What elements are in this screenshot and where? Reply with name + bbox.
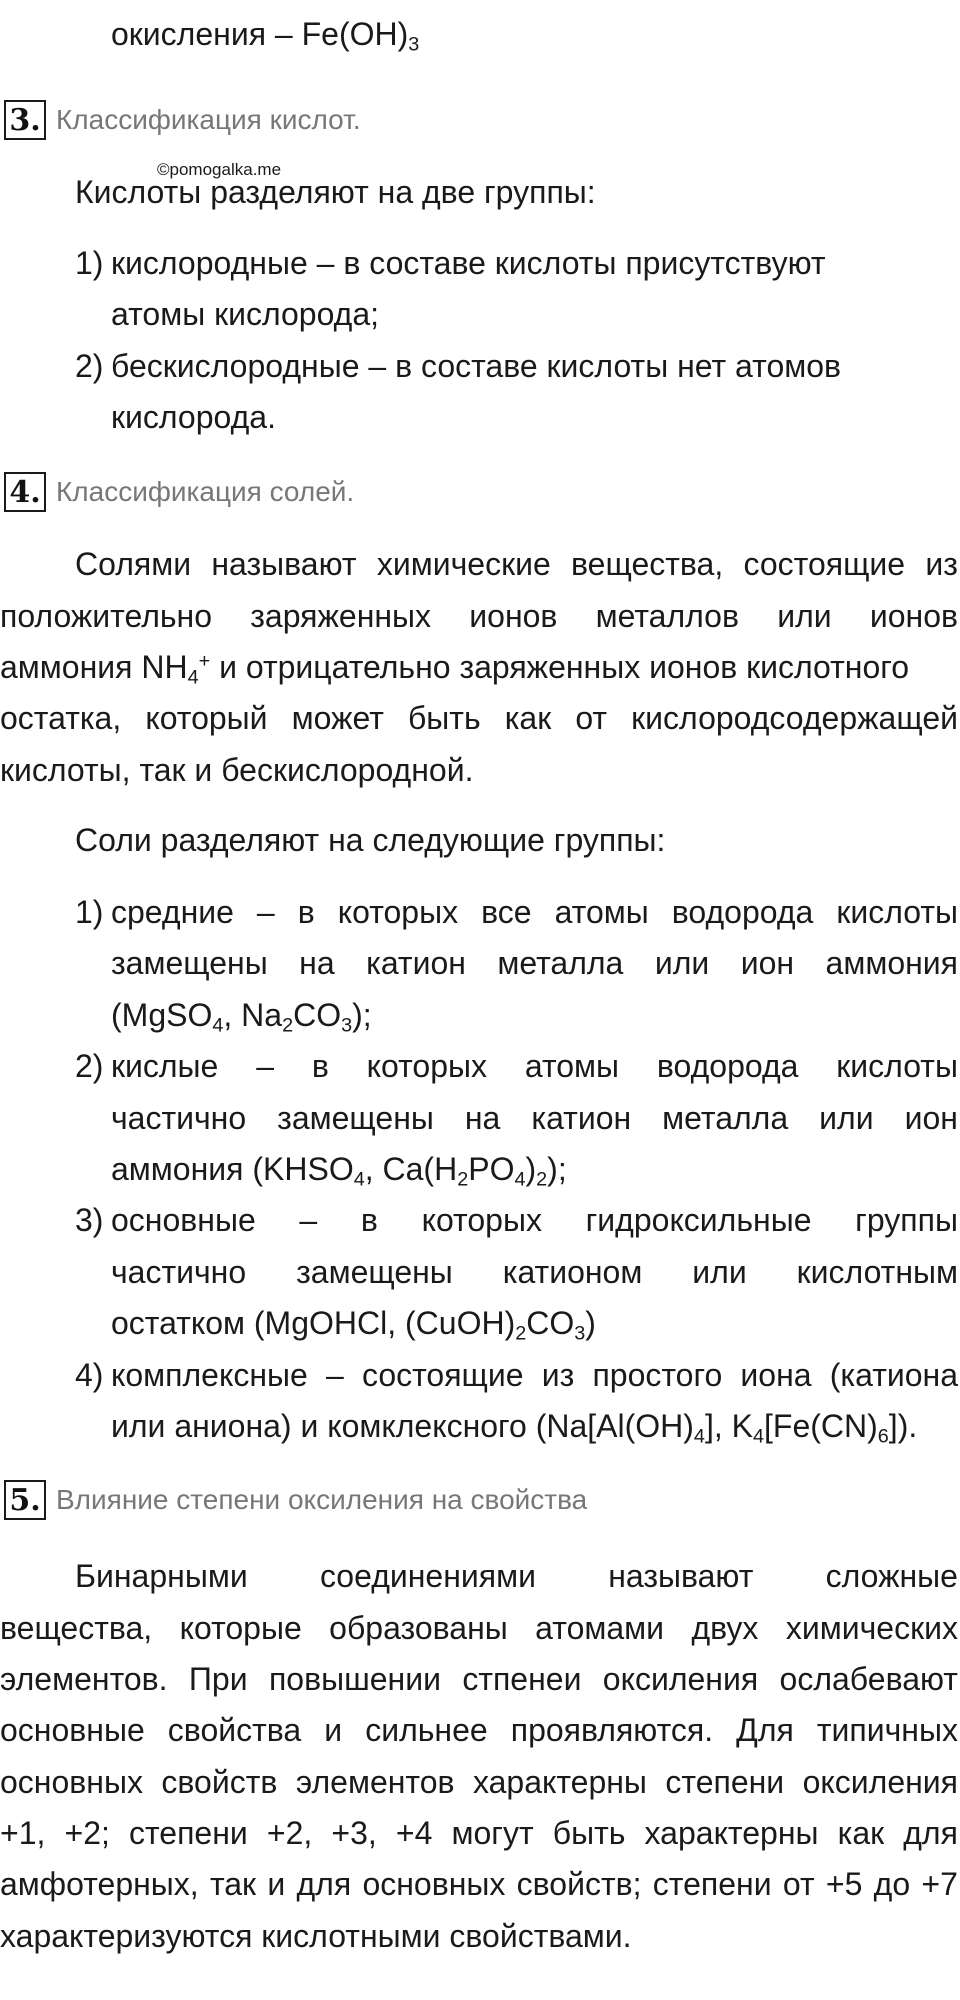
section-3-item-1-number: 1)	[75, 245, 104, 281]
section-5-line-7-word: +5	[825, 1866, 863, 1902]
section-5-line-6-word: +3,	[331, 1815, 377, 1851]
salt-item-1-line-3	[111, 997, 372, 1037]
section-5-line-2-word: атомами	[535, 1610, 665, 1646]
section-5-line-7-word: степени	[652, 1866, 772, 1902]
salt-item-1-line-1-word: водорода	[671, 894, 814, 930]
salt-item-2-line-1-word: которых	[366, 1048, 488, 1084]
salt-item-3-line-2-word: кислотным	[796, 1254, 958, 1290]
formula-text: остатком (MgOHCl, (CuOH)	[111, 1305, 516, 1341]
section-4-para-line-4-word: быть	[407, 700, 481, 736]
section-5-line-2-word: которые	[179, 1610, 302, 1646]
section-4-para-line-3	[0, 649, 910, 689]
section-5-line-3-word: элементов.	[0, 1661, 168, 1697]
section-4-para-line-4-word: кислородсодержащей	[631, 700, 958, 736]
section-5-last-line: характеризуются кислотными свойствами.	[0, 1918, 632, 1954]
formula-text: ], K	[704, 1408, 753, 1444]
salt-item-1-line-2-word: на	[299, 945, 335, 981]
section-5-line-5-word: степени	[665, 1764, 785, 1800]
salt-item-2-line-1-word: –	[256, 1048, 274, 1084]
salt-item-2-line-3	[111, 1151, 567, 1191]
section-4-para-line-4	[0, 702, 958, 734]
section-5-line-7-word: до	[873, 1866, 911, 1902]
formula-subscript: 2	[457, 1168, 469, 1191]
section-5-line-1-word: сложные	[825, 1558, 958, 1594]
salt-item-1-line-2	[111, 947, 958, 979]
salt-item-2-line-2-word: катион	[531, 1100, 632, 1136]
section-4-para-line-1-word: называют	[211, 546, 357, 582]
top-line-text: окисления – Fe(OH)	[111, 16, 409, 52]
section-4-groups-intro: Соли разделяют на следующие группы:	[75, 822, 666, 858]
section-4-para-line-2-word: металлов	[595, 598, 739, 634]
salt-item-1-line-1-word: средние	[111, 894, 234, 930]
section-5-line-6-word: +2,	[266, 1815, 313, 1851]
section-3-item-1-line-1: кислородные – в составе кислоты присутствуют	[111, 245, 826, 281]
section-5-line-4-word: проявляются.	[510, 1712, 714, 1748]
section-5-line-6-word: +1,	[0, 1815, 46, 1851]
salt-item-2-line-2-word: металла	[662, 1100, 789, 1136]
section-5-line-6-word: характерны	[644, 1815, 819, 1851]
section-5-line-1	[75, 1560, 958, 1592]
top-line	[111, 16, 420, 56]
section-5-line-7-word: так	[209, 1866, 257, 1902]
section-4-para-line-2-word: заряженных	[250, 598, 432, 634]
formula-text: , Ca(H	[364, 1151, 458, 1187]
salt-item-4-line-1	[111, 1359, 958, 1391]
salt-item-4-line-1-word: комплексные	[111, 1357, 308, 1393]
salt-item-1-line-1-word: –	[256, 894, 275, 930]
section-5-line-3-word: стпенеи	[462, 1661, 582, 1697]
section-5-line-3-word: оксиления	[602, 1661, 759, 1697]
formula-subscript: 4	[353, 1168, 365, 1191]
formula-subscript: 2	[536, 1168, 548, 1191]
section-5-line-4-word: Для	[736, 1712, 794, 1748]
salt-item-2-line-1-word: в	[311, 1048, 329, 1084]
section-5-heading	[4, 1480, 587, 1520]
section-5-line-6-word: для	[903, 1815, 958, 1851]
section-4-para-line-1-word: состоящие	[743, 546, 906, 582]
section-5-line-7-word: +7	[921, 1866, 958, 1902]
section-5-line-4-word: свойства	[167, 1712, 302, 1748]
section-5-line-7-word: основных	[362, 1866, 506, 1902]
section-4-para-line-1-word: химические	[376, 546, 551, 582]
section-4-para-line-2	[0, 600, 958, 632]
section-4-para-line-1	[75, 548, 958, 580]
salt-item-1-line-2-word: катион	[366, 945, 466, 981]
section-5-line-7-word: свойств;	[516, 1866, 642, 1902]
formula-subscript: 2	[515, 1322, 527, 1345]
section-4-para-line-2-word: положительно	[0, 598, 213, 634]
top-line-sub: 3	[408, 33, 420, 56]
section-3-item-2-line-2: кислорода.	[111, 399, 276, 435]
salt-item-3-line-1-word: группы	[855, 1202, 958, 1238]
salt-item-3-line-2-word: частично	[111, 1254, 247, 1290]
salt-item-1-line-1-word: кислоты	[836, 894, 958, 930]
salt-item-4-line-1-word: простого	[592, 1357, 723, 1393]
section-5-line-5-word: оксиления	[802, 1764, 958, 1800]
salt-item-2-line-1-word: кислые	[111, 1048, 219, 1084]
section-3-intro: Кислоты разделяют на две группы:	[75, 174, 596, 210]
section-5-line-6-word: +4	[395, 1815, 433, 1851]
section-5-line-5	[0, 1766, 958, 1798]
section-5-line-1-word: называют	[608, 1558, 754, 1594]
section-4-para-line-4-word: как	[504, 700, 552, 736]
salt-item-3-line-2-word: замещены	[296, 1254, 453, 1290]
section-5-line-5-word: свойств	[161, 1764, 278, 1800]
para-line-3-rest: и отрицательно заряженных ионов кислотного	[210, 649, 910, 685]
section-5-line-6-word: как	[837, 1815, 885, 1851]
salt-item-1-line-2-word: аммония	[825, 945, 958, 981]
formula-text: аммония (KHSO	[111, 1151, 354, 1187]
section-5-line-6	[0, 1817, 958, 1849]
section-3-title: Классификация кислот.	[56, 104, 361, 135]
formula-text: , Na	[223, 997, 283, 1033]
formula-subscript: 4	[212, 1014, 224, 1037]
salt-item-2-line-2-word: частично	[111, 1100, 247, 1136]
section-4-para-line-1-word: Солями	[75, 546, 192, 582]
salt-item-2-line-2-word: на	[464, 1100, 501, 1136]
formula-text: [Fe(CN)	[764, 1408, 878, 1444]
section-5-line-5-word: характерны	[472, 1764, 647, 1800]
formula-text: );	[547, 1151, 567, 1187]
section-4-para-line-5: кислоты, так и бескислородной.	[0, 752, 474, 788]
formula-text: или аниона) и комклексного (Na[Al(OH)	[111, 1408, 694, 1444]
section-5-line-3-word: повышении	[268, 1661, 441, 1697]
section-4-para-line-2-word: или	[777, 598, 832, 634]
formula-subscript: 4	[514, 1168, 526, 1191]
section-4-para-line-1-word: вещества,	[571, 546, 724, 582]
formula-text: ]).	[888, 1408, 918, 1444]
salt-item-2-line-2	[111, 1102, 958, 1134]
salt-item-2-line-1-word: кислоты	[836, 1048, 958, 1084]
salt-item-2-line-1-word: атомы	[524, 1048, 620, 1084]
section-3-item-2-number: 2)	[75, 348, 104, 384]
section-5-line-4-word: основные	[0, 1712, 145, 1748]
formula-subscript: 6	[877, 1425, 889, 1448]
salt-item-4-line-1-word: –	[325, 1357, 344, 1393]
ammonium-sub: 4	[187, 666, 199, 689]
formula-text: )	[585, 1305, 596, 1341]
section-5-line-7-word: и	[267, 1866, 286, 1902]
section-5-line-7-word: амфотерных,	[0, 1866, 199, 1902]
section-5-line-2-word: вещества,	[0, 1610, 153, 1646]
section-5-line-6-word: +2;	[64, 1815, 110, 1851]
section-4-para-line-4-word: который	[145, 700, 268, 736]
salt-item-2-line-1-word: водорода	[656, 1048, 799, 1084]
salt-item-3-line-1-word: в	[360, 1202, 378, 1238]
section-4-para-line-4-word: может	[291, 700, 384, 736]
formula-text: CO	[293, 997, 342, 1033]
salt-item-3-line-1-word: основные	[111, 1202, 256, 1238]
salt-item-4-line-1-word: (катиона	[829, 1357, 958, 1393]
formula-text: (MgSO	[111, 997, 213, 1033]
formula-subscript: 2	[282, 1014, 294, 1037]
section-5-line-3	[0, 1663, 958, 1695]
section-4-para-line-2-word: ионов	[469, 598, 558, 634]
salt-item-3-line-3	[111, 1305, 596, 1345]
ammonium-text: аммония NH	[0, 649, 188, 685]
section-5-line-4-word: типичных	[816, 1712, 958, 1748]
salt-item-2-line-1	[111, 1050, 958, 1082]
salt-item-2-line-2-word: замещены	[277, 1100, 434, 1136]
section-5-line-2-word: химических	[785, 1610, 958, 1646]
salt-item-1-line-2-word: металла	[497, 945, 624, 981]
section-4-para-line-4-word: от	[575, 700, 608, 736]
section-5-line-1-word: Бинарными	[75, 1558, 248, 1594]
salt-item-1-line-1-word: все	[481, 894, 532, 930]
section-4-title: Классификация солей.	[56, 476, 355, 507]
salt-item-4-line-1-word: из	[541, 1357, 575, 1393]
section-5-line-7-word: от	[782, 1866, 815, 1902]
salt-item-3-line-2-word: катионом	[502, 1254, 643, 1290]
salt-item-2-line-2-word: ион	[904, 1100, 958, 1136]
section-4-heading	[4, 472, 354, 512]
formula-subscript: 3	[341, 1014, 353, 1037]
section-3-heading	[4, 100, 361, 140]
section-5-line-2-word: образованы	[329, 1610, 508, 1646]
salt-item-3-line-1	[111, 1204, 958, 1236]
section-4-para-line-2-word: ионов	[869, 598, 958, 634]
section-5-line-6-word: быть	[552, 1815, 626, 1851]
ammonium-sup: +	[198, 650, 211, 673]
section-4-number: 4.	[4, 472, 46, 512]
section-5-line-3-word: ослабевают	[779, 1661, 958, 1697]
section-5-title: Влияние степени оксиления на свойства	[56, 1484, 588, 1515]
section-3-number: 3.	[4, 100, 46, 140]
salt-item-1-line-1-word: в	[297, 894, 315, 930]
section-5-line-1-word: соединениями	[319, 1558, 536, 1594]
formula-text: CO	[526, 1305, 575, 1341]
salt-item-3-line-2	[111, 1256, 958, 1288]
salt-item-4-line-2	[111, 1408, 918, 1448]
salt-item-3-line-2-word: или	[692, 1254, 747, 1290]
section-5-line-6-word: могут	[451, 1815, 534, 1851]
salt-item-1-number: 1)	[75, 894, 104, 930]
section-5-line-4-word: сильнее	[365, 1712, 488, 1748]
salt-item-1-line-2-word: ион	[740, 945, 795, 981]
salt-item-1-line-2-word: или	[654, 945, 710, 981]
salt-item-1-line-1-word: атомы	[554, 894, 649, 930]
salt-item-4-number: 4)	[75, 1357, 104, 1393]
section-5-line-2-word: двух	[691, 1610, 759, 1646]
salt-item-3-line-1-word: гидроксильные	[585, 1202, 812, 1238]
salt-item-2-line-2-word: или	[819, 1100, 874, 1136]
formula-subscript: 4	[752, 1425, 764, 1448]
section-5-line-4	[0, 1714, 958, 1746]
section-3-item-2-line-1: бескислородные – в составе кислоты нет атомов	[111, 348, 842, 384]
section-4-para-line-1-word: из	[925, 546, 958, 582]
section-5-line-4-word: и	[324, 1712, 343, 1748]
salt-item-3-line-1-word: –	[299, 1202, 318, 1238]
section-5-line-5-word: основных	[0, 1764, 143, 1800]
salt-item-1-line-1	[111, 896, 958, 928]
section-5-line-5-word: элементов	[295, 1764, 455, 1800]
formula-text: );	[352, 997, 372, 1033]
salt-item-1-line-2-word: замещены	[111, 945, 268, 981]
salt-item-4-line-1-word: состоящие	[361, 1357, 524, 1393]
formula-text: )	[525, 1151, 537, 1187]
formula-subscript: 4	[693, 1425, 705, 1448]
formula-subscript: 3	[574, 1322, 586, 1345]
watermark: ©pomogalka.me	[157, 160, 282, 179]
salt-item-4-line-1-word: иона	[740, 1357, 812, 1393]
salt-item-1-line-1-word: которых	[337, 894, 459, 930]
salt-item-3-number: 3)	[75, 1202, 104, 1238]
section-5-line-2	[0, 1612, 958, 1644]
salt-item-3-line-1-word: которых	[421, 1202, 542, 1238]
section-4-para-line-4-word: остатка,	[0, 700, 122, 736]
section-5-line-3-word: При	[188, 1661, 248, 1697]
section-5-line-7	[0, 1868, 958, 1900]
salt-item-2-number: 2)	[75, 1048, 104, 1084]
section-5-number: 5.	[4, 1480, 46, 1520]
formula-text: PO	[468, 1151, 515, 1187]
section-5-line-6-word: степени	[129, 1815, 248, 1851]
section-5-line-7-word: для	[296, 1866, 352, 1902]
section-3-item-1-line-2: атомы кислорода;	[111, 296, 380, 332]
